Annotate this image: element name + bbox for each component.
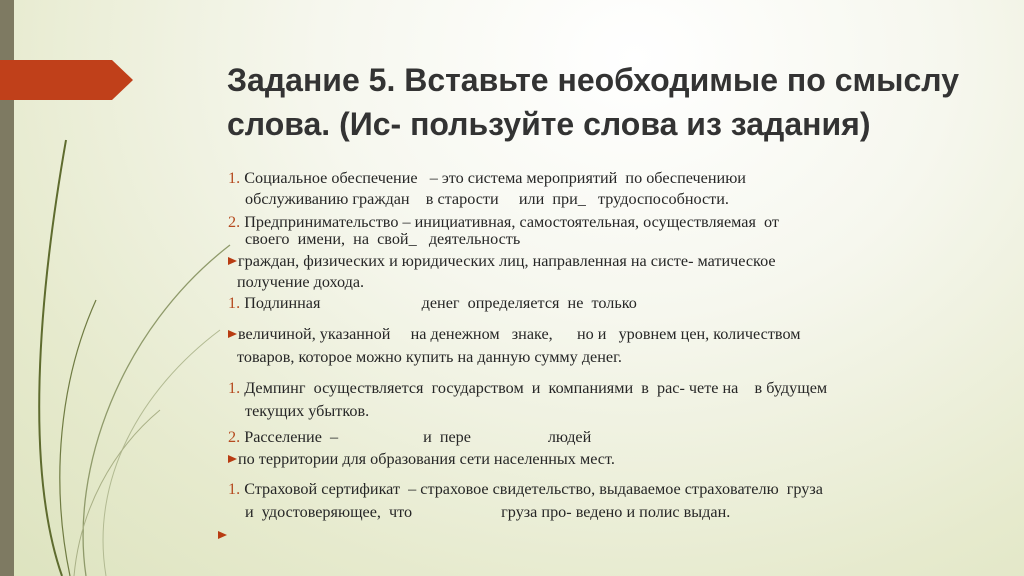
line-text: текущих убытков. [245, 402, 370, 420]
content-line [245, 189, 729, 209]
line-text: граждан, физических и юридических лиц, направленная на систе- матическое [238, 252, 776, 270]
line-text: Подлинная денег определяется не только [244, 294, 637, 312]
content-line [237, 272, 364, 292]
content-line [245, 502, 730, 522]
line-text: Предпринимательство – инициативная, самостоятельная, осуществляемая от [244, 213, 779, 231]
content-line [228, 427, 591, 447]
arrow-bullet-icon [228, 455, 237, 463]
decorative-arrow-graphic [0, 0, 240, 576]
list-number: 1. [228, 169, 241, 187]
line-text: товаров, которое можно купить на данную сумму денег. [237, 348, 622, 366]
content-line [245, 401, 369, 421]
red-arrow-shape [0, 60, 133, 100]
line-text: Страховой сертификат – страховое свидетельство, выдаваемое страхователю груза [244, 480, 823, 498]
line-text: своего имени, на свой_ деятельность [245, 230, 521, 248]
content-line [228, 293, 637, 313]
arrow-bullet-icon [228, 257, 237, 265]
list-number: 2. [228, 213, 241, 231]
line-text: Демпинг осуществляется государством и компаниями в рас- чете на в будущем [244, 379, 828, 397]
decorative-curve [60, 300, 96, 576]
decorative-curve [83, 245, 230, 576]
decorative-curve [103, 330, 220, 576]
list-number: 1. [228, 294, 241, 312]
slide-title: Задание 5. Вставьте необходимые по смыслу слова. (Ис- пользуйте слова из задания) [227, 62, 959, 142]
line-text: величиной, указанной на денежном знаке, но и уровнем цен, количеством [238, 325, 801, 343]
line-text: обслуживанию граждан в старости или при_ трудоспособности. [245, 190, 729, 208]
list-number: 1. [228, 480, 241, 498]
line-text: Социальное обеспечение – это система мероприятий по обеспечениюи [244, 169, 746, 187]
decorative-curve [74, 410, 160, 576]
content-line [245, 229, 520, 249]
arrow-bullet-icon [228, 330, 237, 338]
line-text: и удостоверяющее, что груза про- ведено и полис выдан. [245, 503, 731, 521]
content-line [238, 324, 800, 344]
content-line [228, 168, 746, 188]
content-line [237, 347, 622, 367]
content-line [238, 251, 776, 271]
content-line [238, 449, 615, 469]
arrow-bullet-icon [218, 531, 227, 539]
line-text: по территории для образования сети населенных мест. [238, 450, 615, 468]
list-number: 2. [228, 428, 241, 446]
line-text: Расселение – и пере людей [244, 428, 592, 446]
line-text: получение дохода. [237, 273, 365, 291]
content-line [228, 378, 827, 398]
list-number: 1. [228, 379, 241, 397]
decorative-curve [39, 140, 66, 576]
content-line [228, 479, 823, 499]
